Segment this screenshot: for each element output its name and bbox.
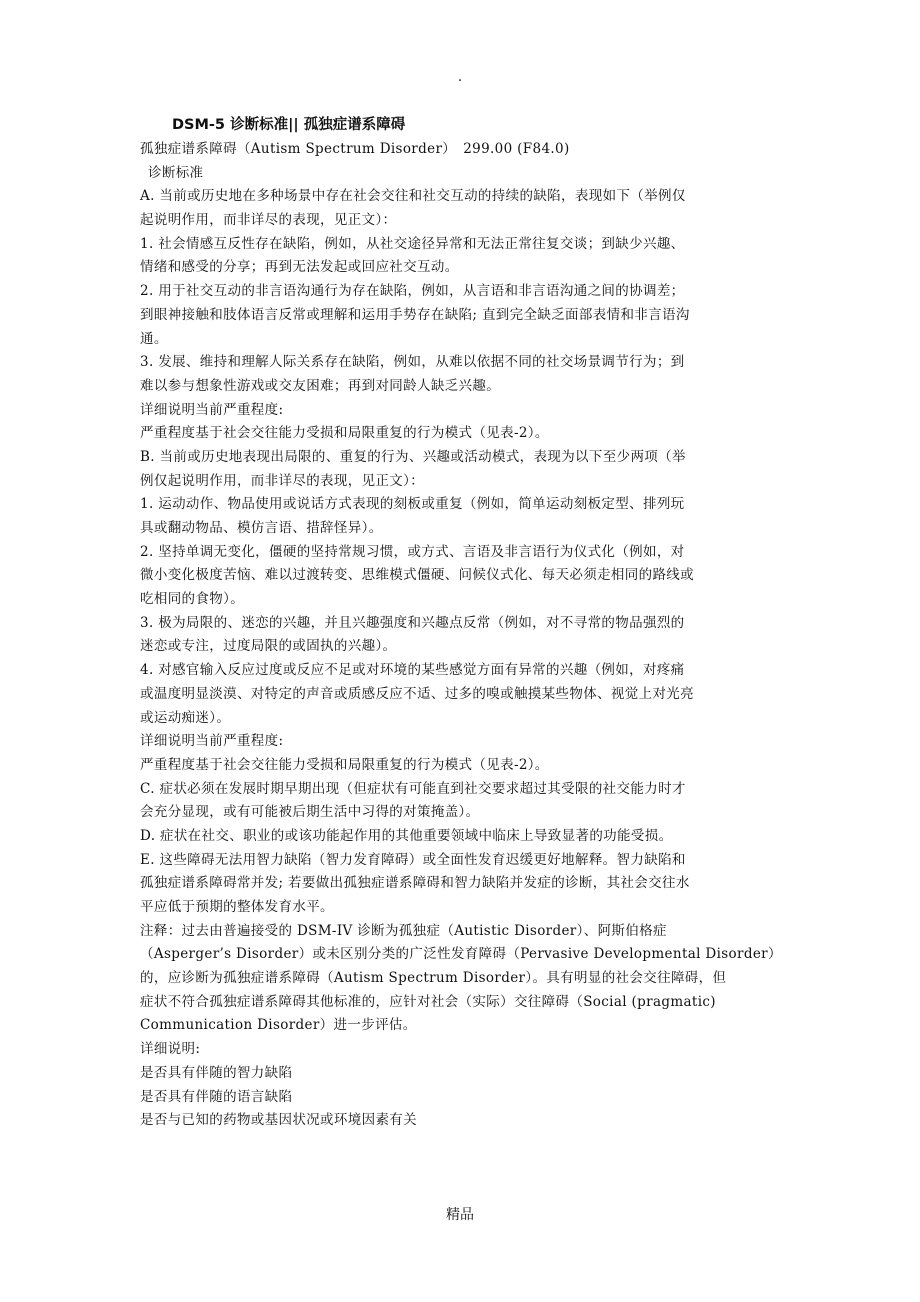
text-line: 1. 社会情感互反性存在缺陷，例如，从社交途径异常和无法正常往复交谈；到缺少兴趣、 [140, 235, 685, 252]
text-line: 情绪和感受的分享；再到无法发起或回应社交互动。 [140, 259, 459, 276]
text-line: 到眼神接触和肢体语言反常或理解和运用手势存在缺陷; 直到完全缺乏面部表情和非言语沟 [140, 306, 690, 323]
text-line: 详细说明: [140, 1041, 201, 1058]
text-line: 详细说明当前严重程度: [140, 401, 284, 418]
text-line: 的，应诊断为孤独症谱系障碍（Autism Spectrum Disorder）。具有明显的社会交往障碍，但 [140, 970, 727, 987]
text-line: 2. 用于社交互动的非言语沟通行为存在缺陷，例如，从言语和非言语沟通之间的协调差； [140, 283, 685, 300]
document-body [140, 138, 788, 1133]
text-line: 是否与已知的药物或基因状况或环境因素有关 [140, 1112, 417, 1129]
text-line: 4. 对感官输入反应过度或反应不足或对环境的某些感觉方面有异常的兴趣（例如，对疼痛 [140, 662, 685, 679]
text-line: 3. 极为局限的、迷恋的兴趣，并且兴趣强度和兴趣点反常（例如，对不寻常的物品强烈的 [140, 614, 685, 631]
text-line: 会充分显现，或有可能被后期生活中习得的对策掩盖）。 [140, 804, 480, 821]
text-line: A. 当前或历史地在多种场景中存在社会交往和社交互动的持续的缺陷，表现如下（举例仅 [140, 188, 686, 205]
text-line: 通。 [140, 330, 168, 347]
text-line: D. 症状在社交、职业的或该功能起作用的其他重要领域中临床上导致显著的功能受损。 [140, 827, 673, 844]
text-line: 是否具有伴随的语言缺陷 [140, 1088, 293, 1105]
text-line: 症状不符合孤独症谱系障碍其他标准的，应针对社会（实际）交往障碍（Social (pragmatic) [140, 993, 716, 1010]
text-line: B. 当前或历史地表现出局限的、重复的行为、兴趣或活动模式，表现为以下至少两项（举 [140, 448, 686, 465]
text-line: 微小变化极度苦恼、难以过渡转变、思维模式僵硬、问候仪式化、每天必须走相同的路线或 [140, 567, 694, 584]
text-line: 2. 坚持单调无变化，僵硬的坚持常规习惯，或方式、言语及非言语行为仪式化（例如，对 [140, 543, 685, 560]
text-line: E. 这些障碍无法用智力缺陷（智力发育障碍）或全面性发育迟缓更好地解释。智力缺陷和 [140, 851, 686, 868]
header-mark: . [457, 69, 463, 85]
text-line: C. 症状必须在发展时期早期出现（但症状有可能直到社交要求超过其受限的社交能力时才 [140, 780, 686, 797]
text-line: 吃相同的食物）。 [140, 591, 245, 608]
text-line: 难以参与想象性游戏或交友困难；再到对同龄人缺乏兴趣。 [140, 377, 501, 394]
document-title: DSM-5 诊断标准|| 孤独症谱系障碍 [172, 117, 406, 133]
text-line: 诊断标准 [148, 164, 204, 181]
text-line: 例仅起说明作用，而非详尽的表现，见正文）： [140, 472, 425, 489]
text-line: 严重程度基于社会交往能力受损和局限重复的行为模式（见表-2）。 [140, 425, 549, 442]
text-line: 1. 运动动作、物品使用或说话方式表现的刻板或重复（例如，简单运动刻板定型、排列玩 [140, 496, 685, 513]
text-line: 或运动痴迷）。 [140, 709, 231, 726]
text-line: 孤独症谱系障碍（Autism Spectrum Disorder） 299.00 (F84.0) [140, 141, 570, 157]
text-line: 3. 发展、维持和理解人际关系存在缺陷，例如，从难以依据不同的社交场景调节行为；到 [140, 354, 685, 371]
text-line: 迷恋或专注，过度局限的或固执的兴趣）。 [140, 638, 397, 655]
page-footer: 精品 [446, 1207, 474, 1223]
text-line: 具或翻动物品、模仿言语、措辞怪异）。 [140, 520, 383, 536]
text-line: Communication Disorder）进一步评估。 [140, 1017, 417, 1034]
text-line: 起说明作用，而非详尽的表现，见正文）： [140, 212, 397, 229]
text-line: 平应低于预期的整体发育水平。 [140, 899, 334, 915]
text-line: 孤独症谱系障碍常并发; 若要做出孤独症谱系障碍和智力缺陷并发症的诊断，其社会交往水 [140, 875, 690, 892]
text-line: 注释：过去由普遍接受的 DSM-IV 诊断为孤独症（Autistic Disorder）、阿斯伯格症 [140, 922, 667, 939]
text-line: （Asperger’s Disorder）或未区别分类的广泛性发育障碍（Pervasive Developmental Disorder） [140, 946, 782, 963]
text-line: 严重程度基于社会交往能力受损和局限重复的行为模式（见表-2）。 [140, 756, 549, 773]
text-line: 是否具有伴随的智力缺陷 [140, 1064, 293, 1081]
text-line: 详细说明当前严重程度: [140, 733, 284, 750]
text-line: 或温度明显淡漠、对特定的声音或质感反应不适、过多的嗅或触摸某些物体、视觉上对光亮 [140, 685, 694, 702]
